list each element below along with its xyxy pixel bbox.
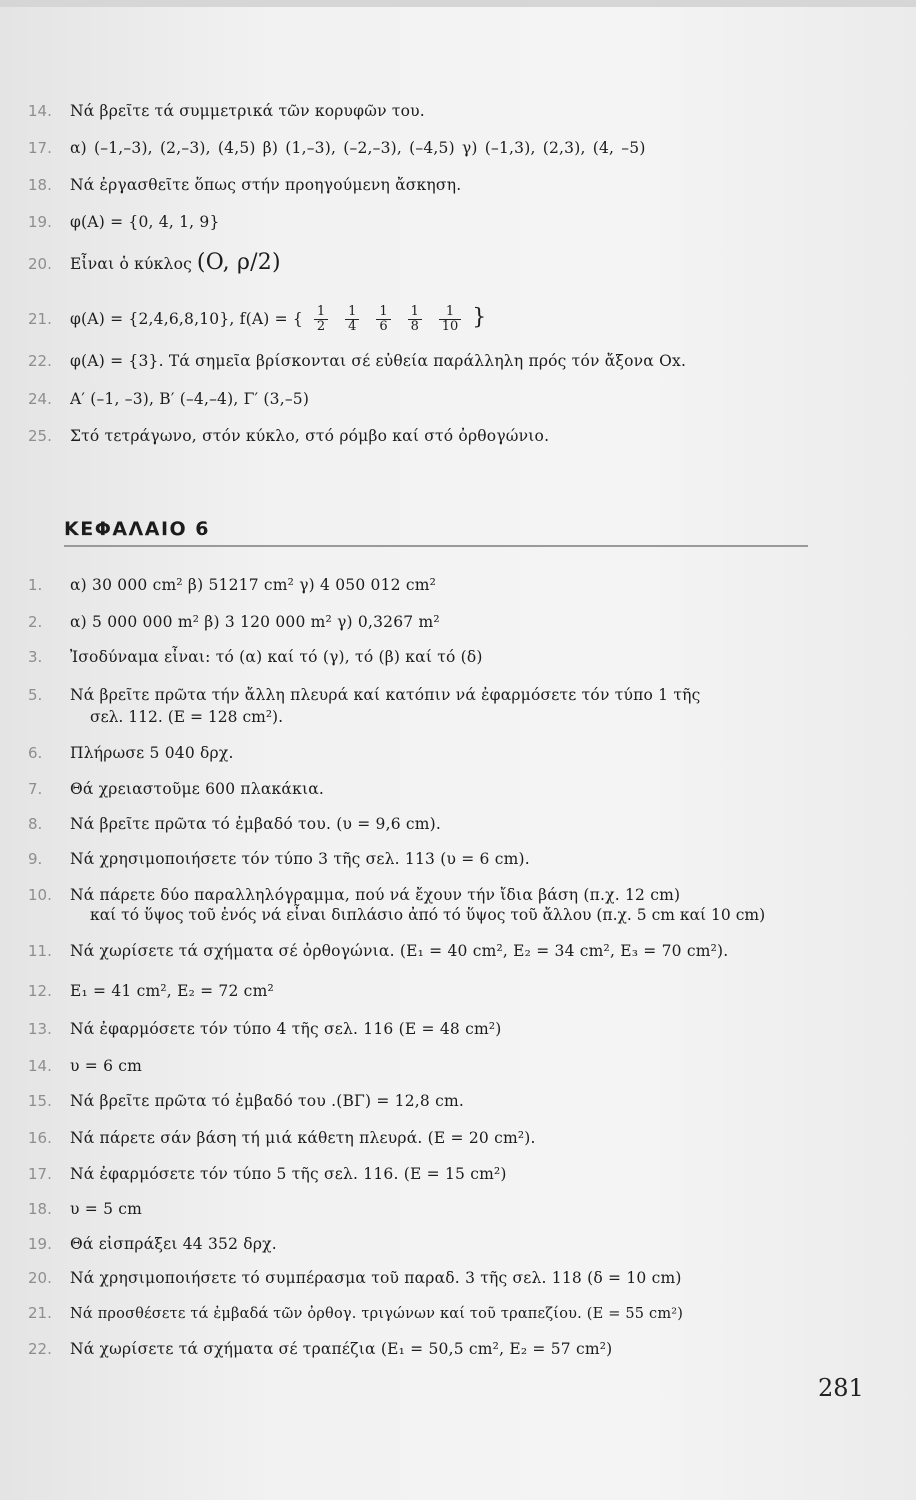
- answer-text: Νά βρεῖτε πρῶτα τήν ἄλλη πλευρά καί κατόπιν νά ἐφαρμόσετε τόν τύπο 1 τῆς: [70, 686, 701, 704]
- answer-item: [28, 1338, 876, 1360]
- answer-item: [28, 884, 876, 906]
- fraction: $\frac{1}{4}$: [345, 305, 359, 334]
- answer-item: [28, 305, 876, 334]
- answer-item: [28, 940, 876, 962]
- answer-item: [28, 388, 876, 410]
- answer-item: [28, 980, 876, 1002]
- answer-item: [28, 684, 876, 706]
- answer-text: Νά χωρίσετε τά σχήματα σέ τραπέζια (E₁ = 50,5 cm², E₂ = 57 cm²): [70, 1340, 613, 1358]
- answer-text: υ = 6 cm: [70, 1057, 143, 1075]
- answer-item: [28, 646, 876, 668]
- answer-item: [28, 611, 876, 633]
- answer-number: 2.: [28, 613, 43, 631]
- answer-text: Νά ἐργασθεῖτε ὅπως στήν προηγούμενη ἄσκηση.: [70, 176, 462, 194]
- page-number: 281: [818, 1374, 864, 1402]
- answer-number: 24.: [28, 390, 52, 408]
- answer-text: Νά βρεῖτε πρῶτα τό ἐμβαδό του .(BΓ) = 12,8 cm.: [70, 1092, 465, 1110]
- fraction: $\frac{1}{2}$: [314, 305, 328, 334]
- answer-number: 22.: [28, 1340, 52, 1358]
- answer-text: Νά βρεῖτε τά συμμετρικά τῶν κορυφῶν του.: [70, 102, 425, 120]
- answer-item: [28, 100, 876, 122]
- answer-number: 1.: [28, 576, 43, 594]
- answer-number: 13.: [28, 1020, 52, 1038]
- answer-item: [28, 1267, 876, 1289]
- answer-text: υ = 5 cm: [70, 1200, 143, 1218]
- answer-text: Εἶναι ὁ κύκλος: [70, 255, 192, 273]
- answer-number: 15.: [28, 1092, 52, 1110]
- answer-number: 14.: [28, 102, 52, 120]
- answer-item: [28, 1163, 876, 1185]
- answer-number: 3.: [28, 648, 43, 666]
- chapter-divider: [64, 545, 808, 547]
- answer-item: [28, 174, 876, 196]
- answer-number: 22.: [28, 352, 52, 370]
- answer-text: φ(A) = {0, 4, 1, 9}: [70, 213, 220, 231]
- answer-number: 19.: [28, 213, 52, 231]
- answer-item: [28, 1090, 876, 1112]
- answer-item: [28, 813, 876, 835]
- answer-continuation: καί τό ὕψος τοῦ ἑνός νά εἶναι διπλάσιο ἀπό τό ὕψος τοῦ ἄλλου (π.χ. 5 cm καί 10 cm): [90, 906, 766, 924]
- answer-number: 17.: [28, 139, 52, 157]
- answer-item: [28, 1302, 876, 1325]
- answer-item: [28, 742, 876, 764]
- answer-text: Νά ἐφαρμόσετε τόν τύπο 5 τῆς σελ. 116. (E = 15 cm²): [70, 1165, 507, 1183]
- answer-text: Νά χωρίσετε τά σχήματα σέ ὀρθογώνια. (E₁ = 40 cm², E₂ = 34 cm², E₃ = 70 cm²).: [70, 942, 729, 960]
- answer-item: [28, 574, 876, 596]
- answer-text: Νά πάρετε δύο παραλληλόγραμμα, πού νά ἔχουν τήν ἴδια βάση (π.χ. 12 cm): [70, 886, 681, 904]
- answer-number: 17.: [28, 1165, 52, 1183]
- answer-text: Πλήρωσε 5 040 δρχ.: [70, 744, 234, 762]
- answer-item: [28, 1233, 876, 1255]
- answer-text: Νά πάρετε σάν βάση τή μιά κάθετη πλευρά. (E = 20 cm²).: [70, 1129, 536, 1147]
- answer-number: 10.: [28, 886, 52, 904]
- answer-number: 6.: [28, 744, 43, 762]
- answer-number: 16.: [28, 1129, 52, 1147]
- answer-number: 18.: [28, 176, 52, 194]
- answer-text: Νά προσθέσετε τά ἐμβαδά τῶν ὀρθογ. τριγώνων καί τοῦ τραπεζίου. (E = 55 cm²): [70, 1306, 684, 1322]
- answer-number: 5.: [28, 686, 43, 704]
- answer-item: [28, 848, 876, 870]
- set-close-brace: }: [472, 305, 487, 330]
- answer-number: 18.: [28, 1200, 52, 1218]
- answer-text: Θά εἰσπράξει 44 352 δρχ.: [70, 1235, 277, 1253]
- answer-item: [28, 778, 876, 800]
- answer-item: [28, 1127, 876, 1149]
- chapter-title: ΚΕΦΑΛΑΙΟ 6: [64, 518, 211, 540]
- answer-number: 9.: [28, 850, 43, 868]
- answer-text: A′ (–1, –3), B′ (–4,–4), Γ′ (3,–5): [70, 390, 310, 408]
- answer-text: α) (–1,–3), (2,–3), (4,5) β) (1,–3), (–2,–3), (–4,5) γ) (–1,3), (2,3), (4, –5): [70, 139, 646, 157]
- page-top-edge: [0, 0, 916, 7]
- fraction: $\frac{1}{10}$: [439, 305, 462, 334]
- answer-continuation: σελ. 112. (E = 128 cm²).: [90, 708, 284, 726]
- answer-number: 19.: [28, 1235, 52, 1253]
- answer-text: Νά βρεῖτε πρῶτα τό ἐμβαδό του. (υ = 9,6 cm).: [70, 815, 442, 833]
- answer-number: 14.: [28, 1057, 52, 1075]
- answer-text: Νά χρησιμοποιήσετε τό συμπέρασμα τοῦ παραδ. 3 τῆς σελ. 118 (δ = 10 cm): [70, 1269, 682, 1287]
- answer-number: 11.: [28, 942, 52, 960]
- answer-number: 20.: [28, 255, 52, 273]
- answer-item: [28, 425, 876, 447]
- answer-number: 25.: [28, 427, 52, 445]
- answer-text: E₁ = 41 cm², E₂ = 72 cm²: [70, 982, 274, 1000]
- answer-item: [28, 137, 876, 159]
- answer-text: Νά χρησιμοποιήσετε τόν τύπο 3 τῆς σελ. 113 (υ = 6 cm).: [70, 850, 530, 868]
- answer-number: 21.: [28, 1304, 52, 1322]
- answer-number: 7.: [28, 780, 43, 798]
- answer-text: Ἰσοδύναμα εἶναι: τό (α) καί τό (γ), τό (β) καί τό (δ): [70, 648, 483, 666]
- answer-item: [28, 252, 876, 275]
- answer-number: 21.: [28, 310, 52, 328]
- answer-text: α) 30 000 cm² β) 51217 cm² γ) 4 050 012 cm²: [70, 576, 437, 594]
- circle-math: (O, ρ/2): [196, 250, 281, 275]
- answer-item: [28, 1198, 876, 1220]
- answer-item: [28, 1018, 876, 1040]
- answer-item: [28, 1055, 876, 1077]
- answer-text: Στό τετράγωνο, στόν κύκλο, στό ρόμβο καί στό ὀρθογώνιο.: [70, 427, 550, 445]
- fraction: $\frac{1}{6}$: [376, 305, 390, 334]
- answer-number: 8.: [28, 815, 43, 833]
- answer-text: α) 5 000 000 m² β) 3 120 000 m² γ) 0,3267 m²: [70, 613, 440, 631]
- fraction: $\frac{1}{8}$: [408, 305, 422, 334]
- answer-number: 12.: [28, 982, 52, 1000]
- answer-item: [28, 350, 876, 372]
- answer-text: φ(A) = {3}. Τά σημεῖα βρίσκονται σέ εὐθεία παράλληλη πρός τόν ἄξονα Ox.: [70, 352, 687, 370]
- answer-text: Νά ἐφαρμόσετε τόν τύπο 4 τῆς σελ. 116 (E = 48 cm²): [70, 1020, 502, 1038]
- answer-item: [28, 211, 876, 233]
- answer-number: 20.: [28, 1269, 52, 1287]
- answer-text: φ(A) = {2,4,6,8,10}, f(A) = {: [70, 310, 303, 328]
- answer-text: Θά χρειαστοῦμε 600 πλακάκια.: [70, 780, 325, 798]
